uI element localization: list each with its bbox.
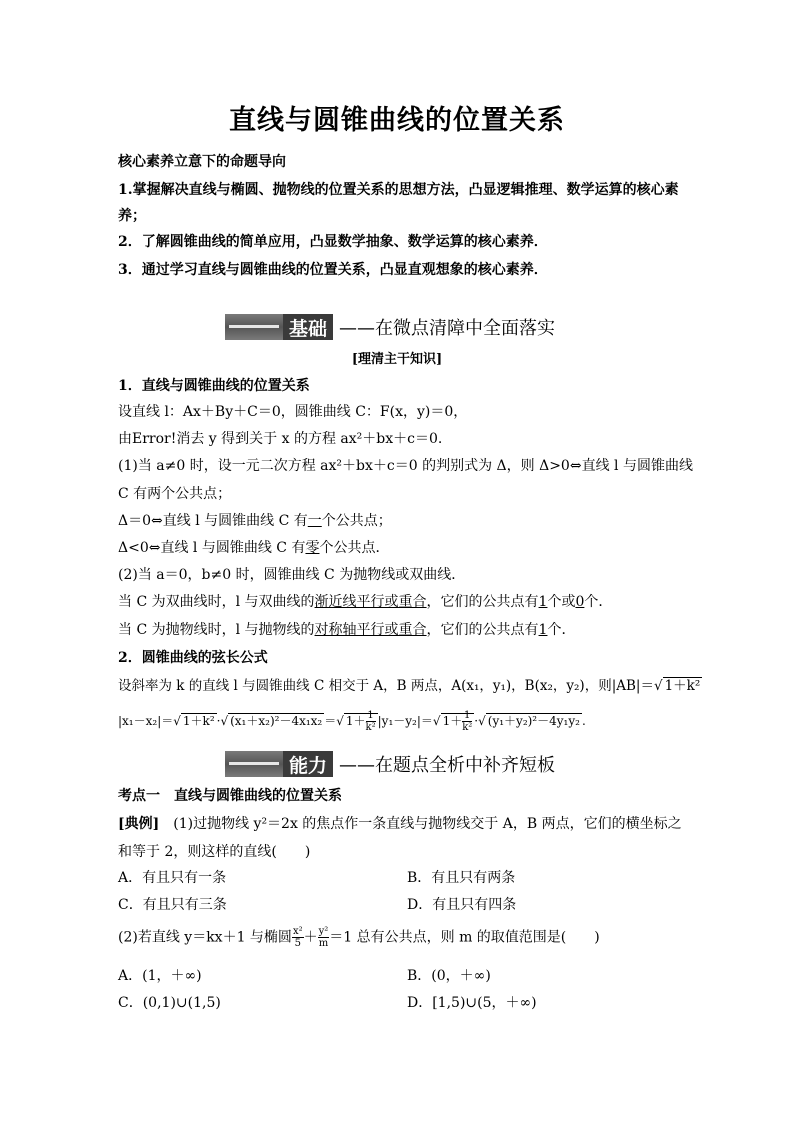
page-title: 直线与圆锥曲线的位置关系 [229,105,565,136]
text-span: Δ<0⇔直线 l 与圆锥曲线 C 有 [118,540,306,556]
denominator: 5 [294,938,301,949]
fraction-x-over-5 [292,926,304,949]
text-span: ＝1 总有公共点，则 m 的取值范围是( ) [329,929,600,946]
question-1-stem [118,814,682,834]
banner-bar-decoration [225,314,283,340]
intro-point-3: 3．通过学习直线与圆锥曲线的位置关系，凸显直观想象的核心素养． [118,262,548,278]
underlined-answer: 1 [538,594,548,610]
section-1-line: (2)当 a＝0，b≠0 时，圆锥曲线 C 为抛物线或双曲线． [118,567,466,583]
question-2-option-d[interactable]: D．[1,5)∪(5，＋∞) [407,995,537,1011]
text-span: ＝ [324,714,337,728]
text-span: ，它们的公共点有 [426,594,539,610]
exam-point-heading: 考点一 直线与圆锥曲线的位置关系 [118,788,342,804]
underlined-answer: 一 [307,513,322,529]
text-span: ，它们的公共点有 [426,622,539,638]
denominator: k² [365,722,376,733]
sqrt-expression [344,710,378,733]
section-banner-ability [225,751,555,777]
text-span: 当 C 为抛物线时，l 与抛物线的 [118,622,315,638]
underlined-answer: 零 [305,540,320,556]
section-1-line: (1)当 a≠0 时，设一元二次方程 ax²＋bx＋c＝0 的判别式为 Δ，则 Δ>0⇔直线 l 与圆锥曲线 [118,458,693,474]
banner-subtitle: ——在题点全析中补齐短板 [339,755,556,776]
underlined-answer: 1 [538,622,548,638]
text-span: · [474,714,479,728]
question-2-option-a[interactable]: A．(1，＋∞) [118,968,202,984]
subheading-knowledge: [理清主干知识] [351,352,443,367]
intro-point-1-cont: 养； [118,208,146,224]
text-span: 设斜率为 k 的直线 l 与圆锥曲线 C 相交于 A，B 两点，A(x₁，y₁)，B(x₂，y₂)，则|AB|＝ [118,678,654,694]
text-span: Δ＝0⇔直线 l 与圆锥曲线 C 有 [118,513,308,529]
section-1-line: C 有两个公共点； [118,486,232,502]
section-1-line [118,592,678,612]
question-1-option-b[interactable]: B．有且只有两条 [407,870,516,886]
intro-point-2: 2．了解圆锥曲线的简单应用，凸显数学抽象、数学运算的核心素养． [118,234,548,250]
denominator: m [318,938,329,949]
denominator: k² [462,722,473,733]
section-1-heading: 1．直线与圆锥曲线的位置关系 [118,378,310,394]
question-1-option-c[interactable]: C．有且只有三条 [118,897,227,913]
text-span: 个． [584,594,613,610]
question-2-stem [118,926,678,949]
text-span: (1)过抛物线 y²＝2x 的焦点作一条直线与抛物线交于 A，B 两点，它们的横坐标之 [159,816,682,832]
chord-formula-line-2: |x₁－x₂|＝√ 1＋k² ·√ (x₁＋x₂)²－4x₁x₂ ＝√ 1＋ $\frac{1}{\text{k²}}$ |y₁－y₂|＝√ 1＋ $\frac{1}{\text{k²}}$ ·√ (y₁＋y₂)²－4y₁y₂ . [118,710,586,733]
sqrt-expression: (x₁＋x₂)²－4x₁x₂ [230,714,323,728]
example-label: [典例] [118,816,160,832]
intro-point-1: 1.掌握解决直线与椭圆、抛物线的位置关系的思想方法，凸显逻辑推理、数学运算的核心素 [118,182,679,198]
fraction-y-over-m [318,926,330,949]
banner-tag: 基础 [283,314,333,340]
question-2-option-b[interactable]: B．(0，＋∞) [407,968,491,984]
fraction [366,710,376,733]
sqrt-expression: 1＋k² [182,714,215,728]
section-1-line [118,538,678,558]
numerator: 1 [464,710,471,721]
question-1-stem-cont: 和等于 2，则这样的直线( ) [118,844,311,860]
chord-formula-line: 设斜率为 k 的直线 l 与圆锥曲线 C 相交于 A，B 两点，A(x₁，y₁)，B(x₂，y₂)，则|AB|＝√ 1＋k² [118,678,701,694]
underlined-answer: 对称轴平行或重合 [314,622,427,638]
section-banner-basics [225,314,555,340]
section-1-line: 设直线 l：Ax＋By＋C＝0，圆锥曲线 C：F(x，y)＝0， [118,404,468,420]
section-1-line [118,620,678,640]
text-span: |y₁－y₂|＝ [377,714,433,728]
banner-subtitle: ——在微点清障中全面落实 [339,318,556,339]
text-span: 1＋ [442,714,463,728]
sqrt-expression: (y₁＋y₂)²－4y₁y₂ [487,714,580,728]
text-span: 个或 [547,594,576,610]
text-span: ＋ [303,929,318,946]
text-span: |x₁－x₂|＝ [118,714,174,728]
section-1-line: 由Error!消去 y 得到关于 x 的方程 ax²＋bx＋c＝0. [118,431,443,447]
text-span: 个公共点． [319,540,390,556]
section-1-line [118,511,678,531]
sqrt-expression [441,710,475,733]
text-span: (2)若直线 y＝kx＋1 与椭圆 [118,929,292,946]
text-span: 个． [547,622,576,638]
text-span: · [216,714,221,728]
numerator: y² [318,926,329,937]
sqrt-expression: 1＋k² [664,678,701,694]
numerator: x² [292,926,303,937]
underlined-answer: 0 [575,594,585,610]
text-span: . [581,714,586,728]
banner-tag: 能力 [283,751,333,777]
text-span: 个公共点； [321,513,392,529]
fraction [462,710,472,733]
question-1-option-a[interactable]: A．有且只有一条 [118,870,227,886]
intro-heading: 核心素养立意下的命题导向 [118,154,286,170]
question-1-option-d[interactable]: D．有且只有四条 [407,897,517,913]
underlined-answer: 渐近线平行或重合 [314,594,427,610]
section-2-heading: 2．圆锥曲线的弦长公式 [118,650,268,666]
question-2-option-c[interactable]: C．(0,1)∪(1,5) [118,995,221,1011]
numerator: 1 [367,710,374,721]
banner-bar-decoration [225,751,283,777]
text-span: 当 C 为双曲线时，l 与双曲线的 [118,594,315,610]
text-span: 1＋ [345,714,366,728]
